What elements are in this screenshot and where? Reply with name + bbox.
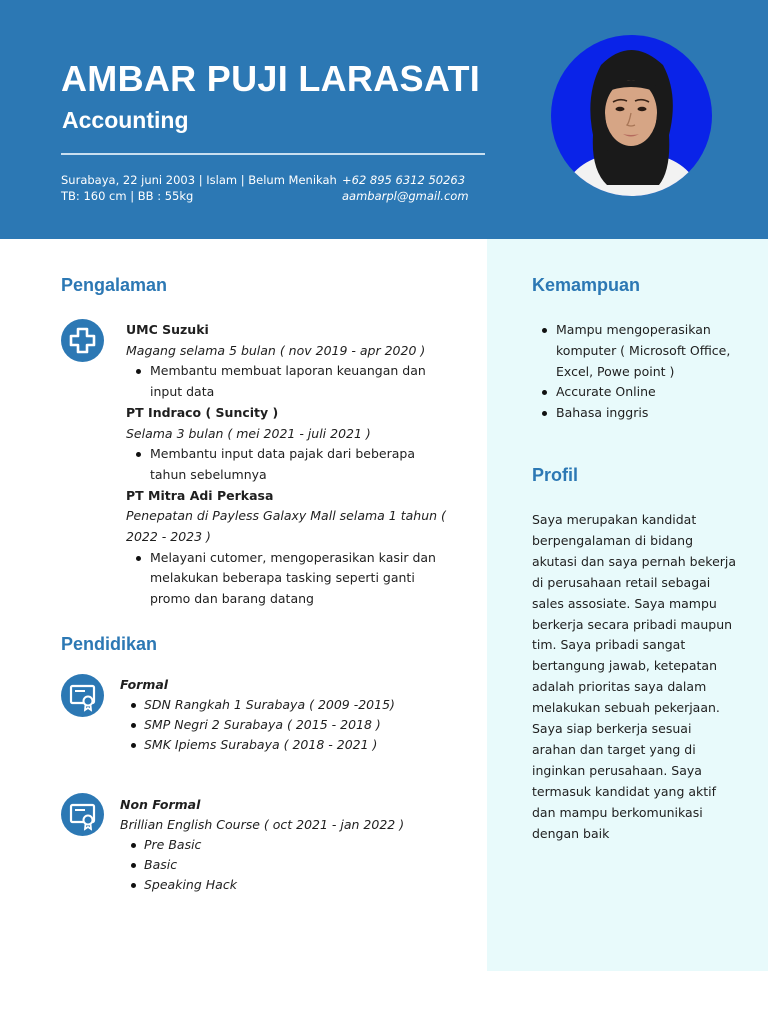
personal-info-line-2: TB: 160 cm | BB : 55kg [61,188,194,203]
skill-item: Mampu mengoperasikan komputer ( Microsoft Office, Excel, Powe point ) [532,320,742,382]
personal-info-line-1: Surabaya, 22 juni 2003 | Islam | Belum Menikah [61,173,337,187]
skill-item: Bahasa inggris [532,403,742,424]
personal-info [61,173,337,204]
header-banner [0,0,768,239]
education-heading: Pendidikan [61,634,158,654]
job-task: Melayani cutomer, mengoperasikan kasir dan melakukan beberapa tasking seperti ganti promo dan barang datang [126,548,446,610]
certificate-icon [61,793,104,836]
experience-heading: Pengalaman [61,275,168,295]
job-task: Membantu input data pajak dari beberapa tahun sebelumnya [126,444,446,485]
candidate-name: AMBAR PUJI LARASATI [61,58,481,99]
nonformal-education [120,795,450,895]
profile-heading: Profil [532,465,579,485]
job-detail: Magang selama 5 bulan ( nov 2019 - apr 2020 ) [126,342,426,358]
job-detail: Selama 3 bulan ( mei 2021 - juli 2021 ) [126,425,371,441]
course-item: Speaking Hack [120,875,450,895]
plus-icon [61,319,104,362]
certificate-icon [61,674,104,717]
email-address: aambarpl@gmail.com [342,188,469,203]
formal-education [120,675,450,755]
company-name: UMC Suzuki [126,322,209,337]
job-detail: Penepatan di Payless Galaxy Mall selama 1 tahun ( 2022 - 2023 ) [126,508,446,545]
formal-label: Formal [120,677,169,692]
course-item: Basic [120,855,450,875]
phone-number: +62 895 6312 50263 [342,173,466,187]
job-task: Membantu membuat laporan keuangan dan input data [126,361,446,402]
course-name: Brillian English Course ( oct 2021 - jan 2022 ) [120,817,405,832]
skill-item: Accurate Online [532,382,742,403]
course-item: Pre Basic [120,835,450,855]
company-name: PT Mitra Adi Perkasa [126,487,274,503]
profile-photo [551,35,712,196]
nonformal-label: Non Formal [120,797,201,812]
experience-list [126,320,446,610]
skills-list [532,320,742,424]
header-divider [61,153,485,155]
profile-text: Saya merupakan kandidat berpengalaman di bidang akutasi dan saya pernah bekerja di perusahaan retail sebagai sales assosiate. Saya mampu berkerja secara pribadi maupun tim. Saya pribadi sangat bertangung jawab, ketepatan adalah prioritas saya dalam melakukan sebuah pekerjaan. Saya siap berkerja sesuai arahan dan target yang di inginkan perusahaan. Saya termasuk kandidat yang aktif dan mampu berkomunikasi dengan baik [532,512,737,841]
candidate-role: Accounting [62,107,189,133]
company-name: PT Indraco ( Suncity ) [126,404,279,420]
school-item: SMK Ipiems Surabaya ( 2018 - 2021 ) [120,735,450,755]
school-item: SDN Rangkah 1 Surabaya ( 2009 -2015) [120,695,450,715]
school-item: SMP Negri 2 Surabaya ( 2015 - 2018 ) [120,715,450,735]
contact-info [342,173,469,204]
skills-heading: Kemampuan [532,275,641,295]
